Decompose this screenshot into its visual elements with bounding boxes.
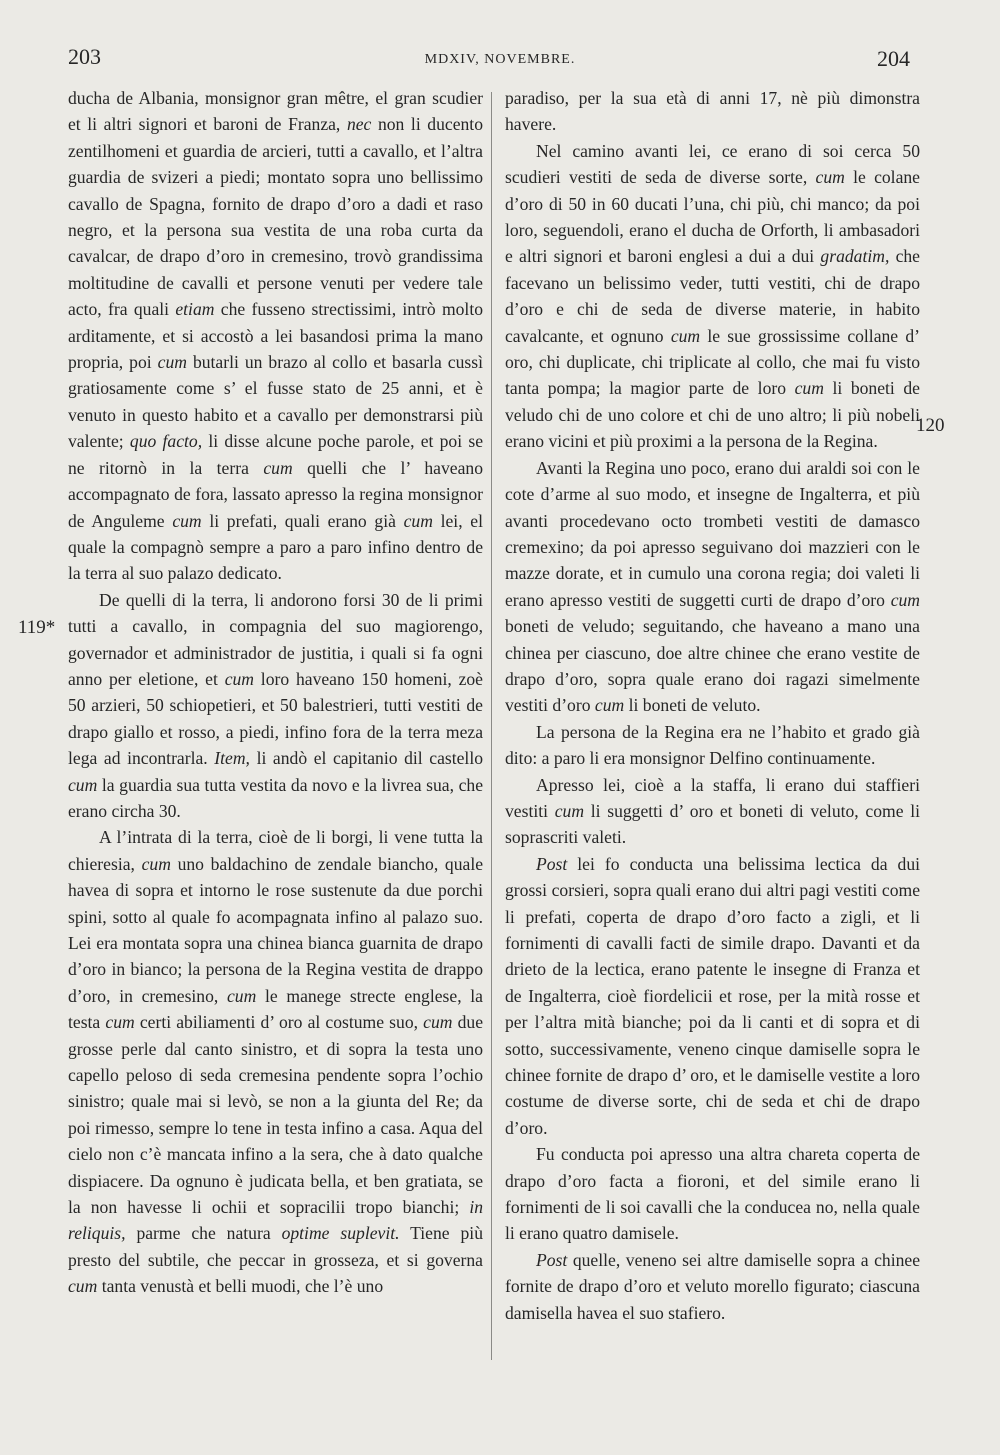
italic-term: cum — [227, 985, 257, 1006]
italic-term: Item, — [214, 748, 250, 769]
paragraph: Fu conducta poi apresso una altra chareta coperta de drapo d’oro facta a fioroni, et del simile erano li fornimenti de li soi cavalli che la conducea no, nella quale li erano quatro damisele. — [505, 1144, 920, 1244]
italic-term: cum — [68, 1276, 98, 1297]
paragraph: Apresso lei, cioè a la staffa, li erano dui staffieri vestiti cum li suggetti d’ oro et boneti di veluto, come li soprascriti valeti. — [505, 774, 920, 848]
paragraph: La persona de la Regina era ne l’habito et grado già dito: a paro li era monsignor Delfino continuamente. — [505, 721, 920, 769]
italic-term: nec — [346, 114, 372, 135]
paragraph: Post quelle, veneno sei altre damiselle sopra a chinee fornite de drapo d’oro et veluto morello figurato; ciascuna damisella havea el suo stafiero. — [505, 1249, 920, 1323]
running-title: MDXIV, NOVEMBRE. — [424, 52, 576, 67]
paragraph: paradiso, per la sua età di anni 17, nè più dimonstra havere. — [505, 88, 920, 135]
italic-term: cum — [68, 774, 98, 795]
left-column — [68, 85, 483, 1300]
margin-number-right: 120 — [916, 415, 945, 436]
italic-term: cum — [172, 510, 202, 531]
paragraph: Avanti la Regina uno poco, erano dui araldi soi con le cote d’arme al suo modo, et insegne de Ingalterra, et più avanti procedevano octo trombeti vestiti de damasco cremexino; da poi apresso seguivano doi mazzieri con le mazze dorate, et in cumulo una corona regia; doi valeti li erano apresso vestiti de suggetti curti de drapo d’oro cum boneti de veludo; seguitando, che haveano a mano una chinea per ciascuno, doe altre chinee che erano vestite de drapo d’oro, sopra quale erano doi ragazi simelmente vestiti d’oro cum li boneti de veluto. — [505, 457, 920, 716]
italic-term: cum — [157, 352, 187, 373]
italic-term: in reliquis, — [68, 1197, 483, 1244]
italic-term: cum — [224, 668, 254, 689]
page-header — [0, 44, 1000, 74]
italic-term: quo facto, — [129, 431, 203, 452]
italic-term: cum — [890, 589, 920, 610]
italic-term: etiam — [175, 299, 215, 320]
italic-term: cum — [105, 1012, 135, 1033]
page-number-right: 204 — [877, 46, 910, 71]
page-number-left: 203 — [68, 44, 101, 69]
column-divider — [491, 92, 492, 1360]
italic-term: cum — [403, 510, 433, 531]
paragraph: A l’intrata di la terra, cioè de li borgi, li vene tutta la chieresia, cum uno baldachino de zendale biancho, quale havea di sopra et intorno le rose sustenute da due porchi spini, sotto al quale fo acompagnata infino al palazo suo. Lei era montata sopra una chinea bianca guarnita de drapo d’oro in bianco; la persona de la Regina vestita de drappo d’oro, in cremesino, cum le manege strecte englese, la testa cum certi abiliamenti d’ oro al costume suo, cum due grosse perle dal canto sinistro, et di sopra la testa uno capello peloso di seda cremesina pendente sopra l’ochio sinistro; quale mai si levò, se non a la giunta del Re; da poi rimesso, sempre lo tene in testa infino a casa. Aqua del cielo non c’è mancata infino a la sera, che à dato qualche dispiacere. Da ognuno è judicata bella, et ben gratiata, se la non havesse li ochii et sopracilii tropo bianchi; in reliquis, parme che natura optime suplevit. Tiene più presto del subtile, che peccar in grosseza, et si governa cum tanta venustà et belli muodi, che l’è uno — [68, 827, 484, 1297]
paragraph: De quelli di la terra, li andorono forsi 30 de li primi tutti a cavallo, in compagnia del suo magiorengo, governador et administrador de justitia, i quali si fa ogni anno per eletione, et cum loro haveano 150 homeni, zoè 50 arzieri, 50 schiopetieri, et 50 balestrieri, tutti vestiti de drapo giallo et rosso, a piedi, infino fora de la terra meza lega ad incontrarla. Item, li andò el capitanio dil castello cum la guardia sua tutta vestita da novo e la livrea sua, che erano circha 30. — [68, 589, 483, 821]
italic-term: Post — [536, 1249, 568, 1270]
paragraph: Nel camino avanti lei, ce erano di soi cerca 50 scudieri vestiti de seda de diverse sorte, cum le colane d’oro di 50 in 60 ducati l’una, chi più, chi manco; da poi loro, seguendoli, erano el ducha de Orforth, li ambasadori e altri signori et baroni englesi a dui a dui gradatim, che facevano un belissimo veder, tutti vestiti, chi de drapo d’oro e chi de seda de diverse materie, in habito cavalcante, et ognuno cum le sue grossissime collane d’ oro, chi duplicate, chi triplicate al collo, che mai fu visto tanta pompa; la magior parte de loro cum li boneti de veludo chi de uno colore et chi de uno altro; li più nobeli erano vicini et più proximi a la persona de la Regina. — [505, 140, 920, 452]
italic-term: cum — [594, 695, 625, 716]
margin-number-left: 119* — [18, 617, 56, 638]
italic-term: cum — [141, 853, 171, 874]
italic-term: cum — [815, 167, 845, 188]
italic-term: optime suplevit. — [281, 1223, 400, 1244]
paragraph: ducha de Albania, monsignor gran mêtre, el gran scudier et li altri signori et baroni de Franza, nec non li ducento zentilhomeni et guardia de arcieri, tutti a cavallo, et l’altra guardia de svizeri a piedi; montato sopra uno bellissimo cavallo de Spagna, fornito de drapo d’oro a dadi et raso negro, et la persona sua vestita de una roba curta da cavalcar, de drapo d’oro in cremesino, trovò grandissima moltitudine de cavalli et persone venuti per vedere tale acto, fra quali etiam che fusseno strectissimi, intrò molto arditamente, et si accostò a lei basandosi prima la mano propria, poi cum butarli un brazo al collo et basarla cussì gratiosamente come s’ el fusse stato de 25 anni, et è venuto in questo habito et a cavallo per demonstrarsi più valente; quo facto, li disse alcune poche parole, et poi se ne ritornò in la terra cum quelli che l’ haveano accompagnato de fora, lassato apresso la regina monsignor de Anguleme cum li prefati, quali erano già cum lei, el quale la compagnò sempre a paro a paro infino dentro de la terra al suo palazo dedicato. — [68, 88, 484, 584]
italic-term: cum — [794, 378, 824, 399]
italic-term: cum — [554, 800, 585, 821]
right-column — [505, 85, 920, 1326]
italic-term: cum — [423, 1012, 453, 1033]
italic-term: cum — [263, 457, 293, 478]
italic-term: gradatim, — [820, 246, 890, 267]
paragraph: Post lei fo conducta una belissima lectica da dui grossi corsieri, sopra quali erano dui altri pagi vestiti come li prefati, coperta de drapo d’oro facto a zigli, et li fornimenti di cavalli facti de simile drapo. Davanti et da drieto de la lectica, erano patente le insegne di Franza et de Ingalterra, cioè fiordelicii et rose, per la mità rosse et per l’altra mità bianche; poi da li canti et di sopra et di sotto, successivamente, veneno cinque damiselle sopra le chinee fornite de drapo d’ oro, et le damiselle vestite a loro costume de diverse sorte, chi de seda et chi de drapo d’oro. — [505, 853, 920, 1138]
italic-term: cum — [670, 325, 701, 346]
italic-term: Post — [536, 853, 568, 874]
